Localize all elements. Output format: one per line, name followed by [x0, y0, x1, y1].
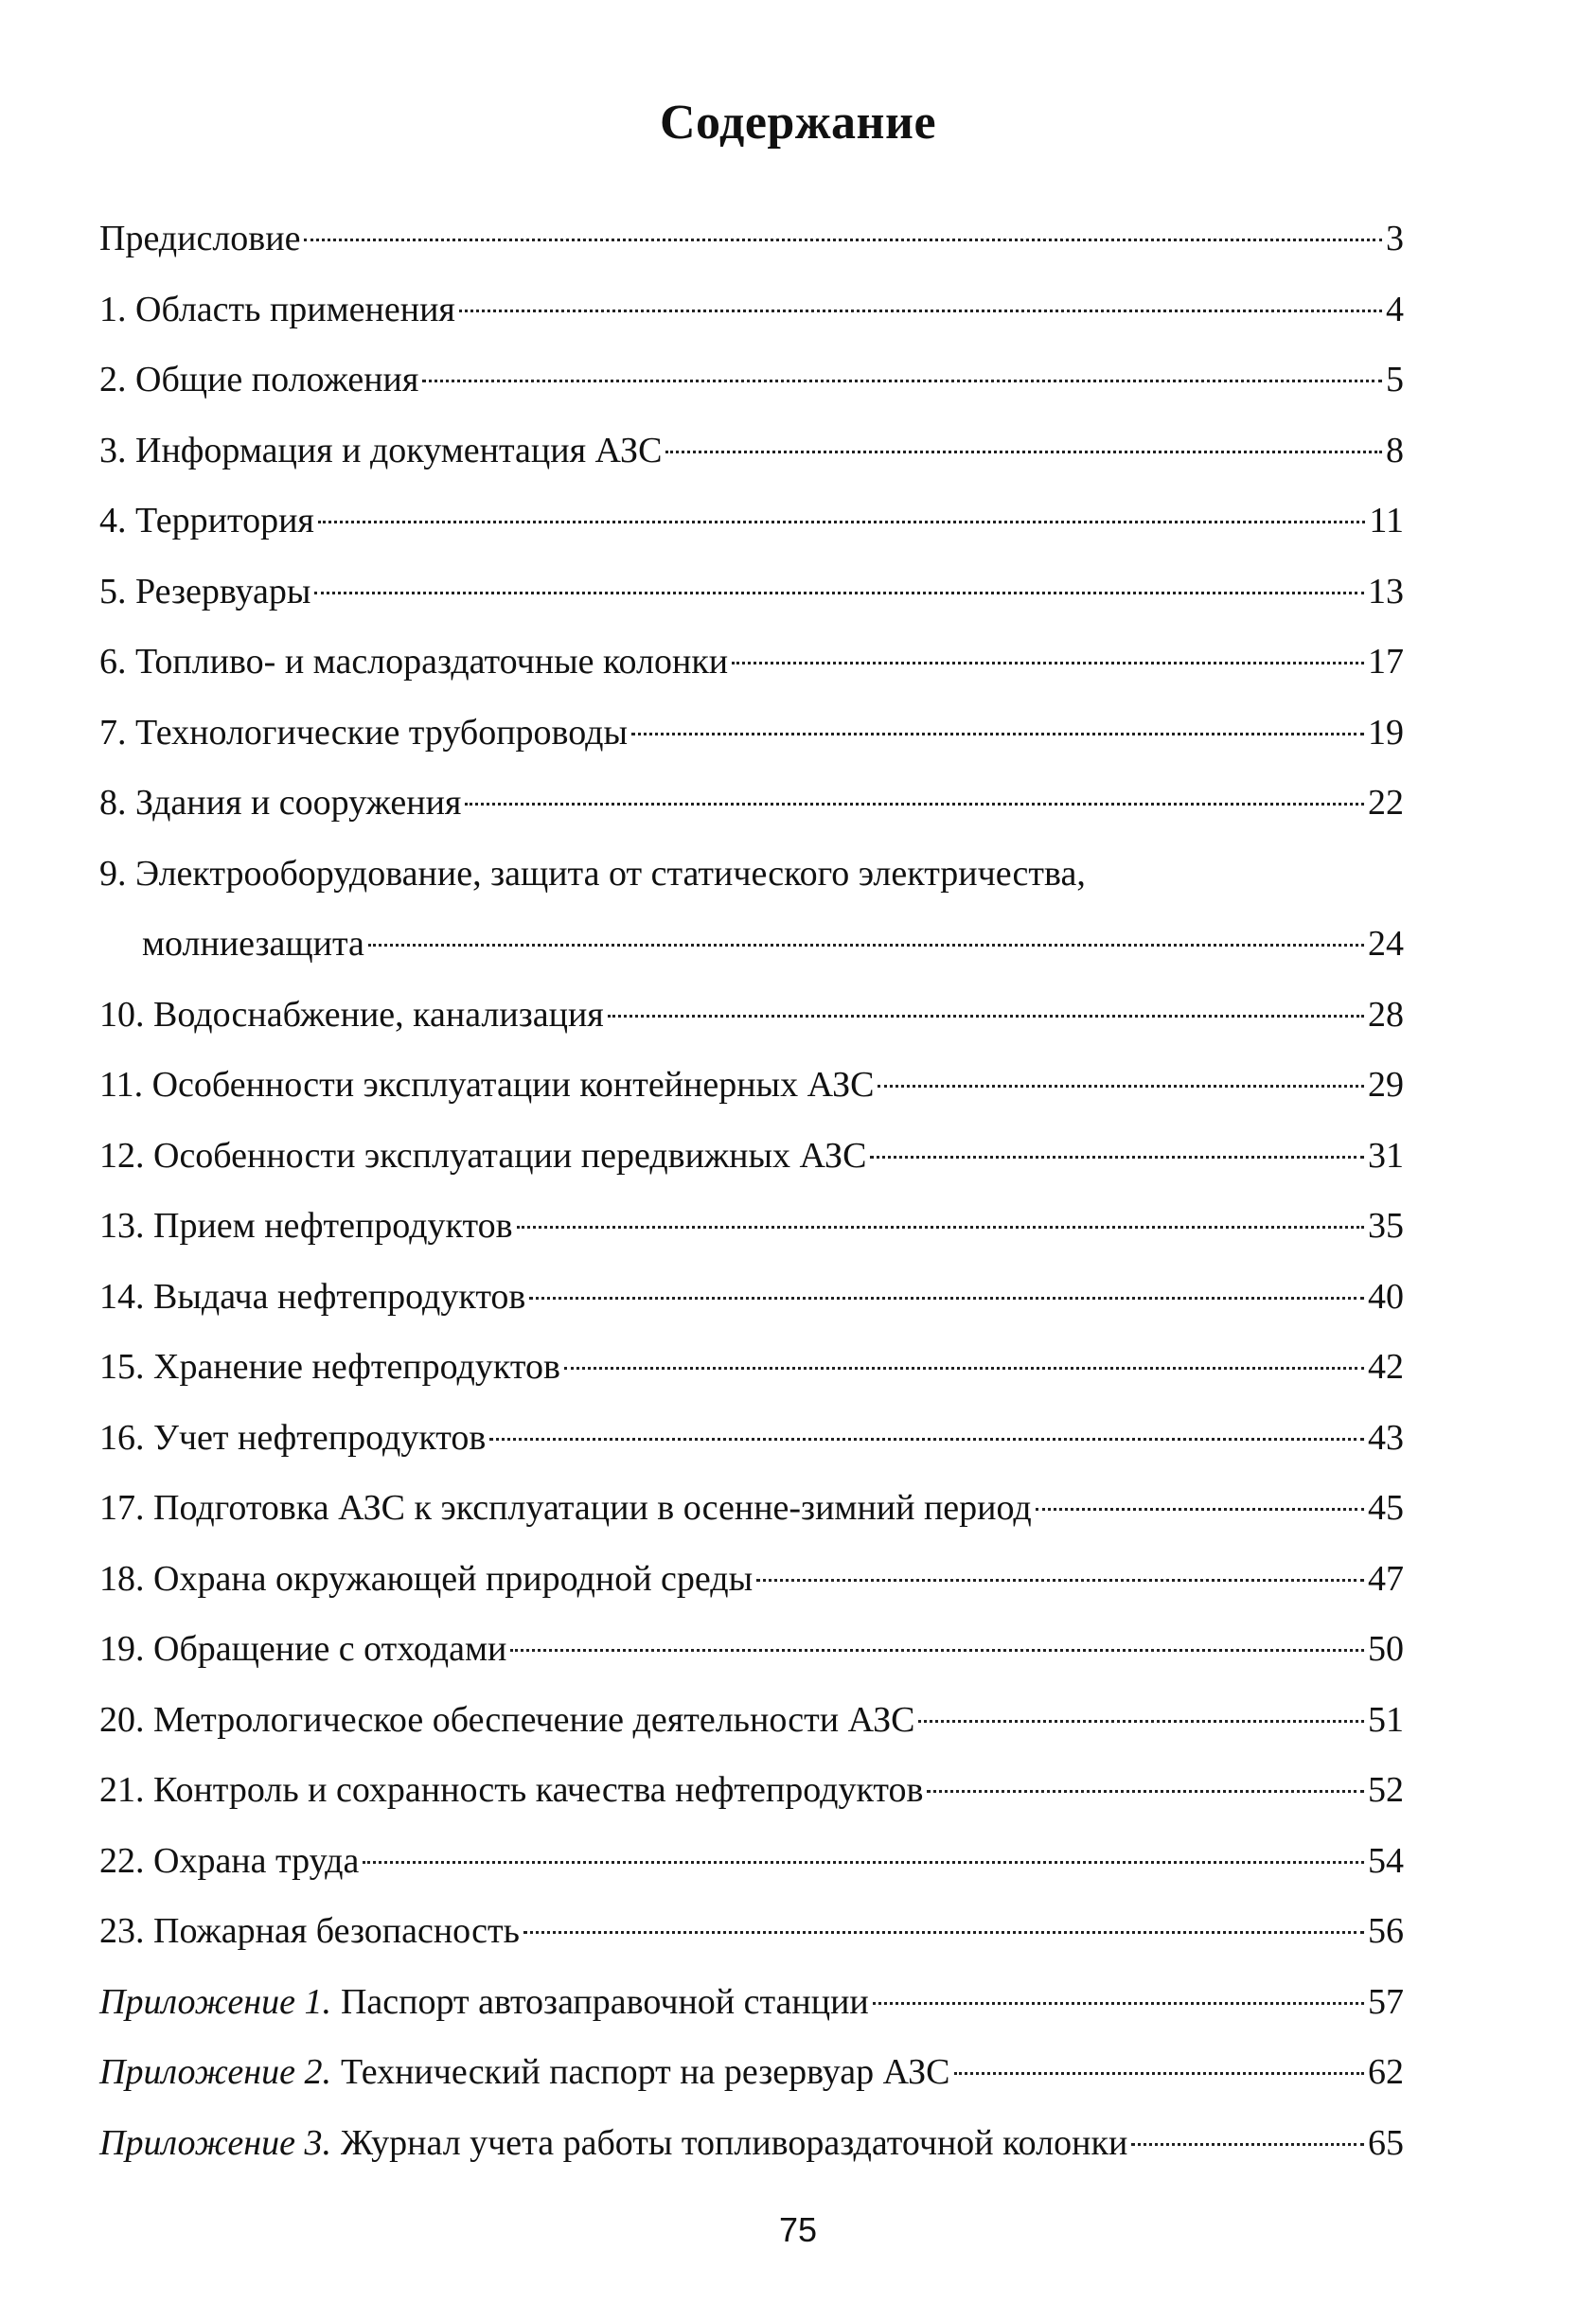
- toc-entry: [99, 204, 1404, 275]
- toc-entry: [99, 1050, 1404, 1121]
- toc-entry-page: 56: [1368, 1911, 1404, 1951]
- toc-entry: [99, 839, 1404, 980]
- toc-entry-page: 28: [1368, 994, 1404, 1035]
- toc-entry-page: 19: [1368, 712, 1404, 753]
- toc-entry-page: 35: [1368, 1206, 1404, 1246]
- toc-entry-page: 3: [1386, 219, 1404, 258]
- toc-entry: [99, 1755, 1404, 1826]
- dot-leader: [304, 239, 1382, 241]
- toc-entry-page: 17: [1368, 642, 1404, 682]
- toc-entry-page: 31: [1368, 1135, 1404, 1176]
- toc-entry-title: 4. Территория: [99, 501, 314, 540]
- toc-entry-page: 50: [1368, 1629, 1404, 1669]
- appendix-label: Приложение 3.: [99, 2122, 331, 2163]
- toc-entry: [99, 416, 1404, 487]
- toc-entry-title: 2. Общие положения: [99, 360, 419, 399]
- toc-entry-page: 62: [1368, 2052, 1404, 2092]
- toc-entry: [99, 557, 1404, 628]
- toc-entry-title: Паспорт автозаправочной станции: [340, 1981, 869, 2022]
- dot-leader: [1131, 2143, 1364, 2146]
- toc-entry-title: Предисловие: [99, 219, 301, 258]
- appendix-label: Приложение 2.: [99, 2052, 331, 2092]
- toc-entry-page: 65: [1368, 2122, 1404, 2163]
- toc-entry: [99, 698, 1404, 769]
- dot-leader: [608, 1015, 1364, 1018]
- toc-entry: [99, 1614, 1404, 1685]
- dot-leader: [927, 1790, 1364, 1793]
- toc-entry-page: 13: [1368, 571, 1404, 611]
- toc-entry: [99, 1685, 1404, 1756]
- dot-leader: [954, 2072, 1364, 2075]
- toc-entry-page: 22: [1368, 783, 1404, 823]
- dot-leader: [368, 944, 1364, 947]
- toc-entry: [99, 1262, 1404, 1333]
- toc-entry-page: 4: [1386, 289, 1404, 329]
- toc-entry: [99, 345, 1404, 416]
- toc-entry-page: 42: [1368, 1347, 1404, 1387]
- dot-leader: [465, 803, 1364, 806]
- toc-entry-title: 13. Прием нефтепродуктов: [99, 1206, 513, 1246]
- toc-entry: [99, 1826, 1404, 1897]
- toc-entry-title: 23. Пожарная безопасность: [99, 1911, 520, 1951]
- toc-entry-page: 40: [1368, 1276, 1404, 1317]
- toc-entry-title: 18. Охрана окружающей природной среды: [99, 1558, 754, 1599]
- toc-entry: [99, 1473, 1404, 1544]
- dot-leader: [878, 1085, 1364, 1088]
- toc-entry-title: Технический паспорт на резервуар АЗС: [340, 2052, 950, 2092]
- dot-leader: [529, 1297, 1364, 1300]
- toc-entry-title: 10. Водоснабжение, канализация: [99, 994, 604, 1035]
- toc-entry-title-line1: 9. Электрооборудование, защита от статического электричества,: [99, 853, 1086, 894]
- toc-entry: [99, 486, 1404, 557]
- dot-leader: [489, 1438, 1364, 1441]
- toc-entry-page: 43: [1368, 1417, 1404, 1458]
- toc-entry-page: 5: [1386, 360, 1404, 399]
- dot-leader: [870, 1156, 1364, 1159]
- toc-entry-page: 57: [1368, 1981, 1404, 2022]
- toc-entry-title: 14. Выдача нефтепродуктов: [99, 1276, 526, 1317]
- toc-entry-page: 45: [1368, 1488, 1404, 1528]
- dot-leader: [631, 733, 1364, 735]
- toc-entry: [99, 627, 1404, 698]
- toc-entry-title: 11. Особенности эксплуатации контейнерных АЗС: [99, 1065, 875, 1105]
- toc-entry-title-line2: молниезащита: [142, 924, 364, 964]
- toc-entry-title: Журнал учета работы топливораздаточной колонки: [340, 2122, 1128, 2163]
- toc-entry: [99, 1121, 1404, 1192]
- toc-entry-page: 51: [1368, 1699, 1404, 1740]
- dot-leader: [665, 451, 1382, 453]
- toc-entry-page: 47: [1368, 1558, 1404, 1599]
- dot-leader: [459, 310, 1382, 312]
- toc-entry-title: 7. Технологические трубопроводы: [99, 712, 628, 753]
- toc-entry-title: 21. Контроль и сохранность качества нефтепродуктов: [99, 1770, 924, 1810]
- dot-leader: [314, 592, 1364, 594]
- toc-entry-title: 20. Метрологическое обеспечение деятельности АЗС: [99, 1699, 915, 1740]
- toc-entry-title: 19. Обращение с отходами: [99, 1629, 507, 1669]
- toc-entry-appendix: [99, 2108, 1404, 2179]
- dot-leader: [523, 1931, 1364, 1934]
- toc-entry-page: 8: [1386, 430, 1404, 470]
- dot-leader: [732, 662, 1364, 664]
- toc-entry-page: 29: [1368, 1065, 1404, 1105]
- dot-leader: [564, 1367, 1364, 1370]
- toc-entry: [99, 1332, 1404, 1403]
- toc-entry: [99, 1896, 1404, 1967]
- toc-entry-title: 15. Хранение нефтепродуктов: [99, 1347, 560, 1387]
- table-of-contents: [99, 204, 1404, 2178]
- dot-leader: [422, 380, 1382, 382]
- toc-entry-title: 16. Учет нефтепродуктов: [99, 1417, 487, 1458]
- toc-entry: [99, 275, 1404, 345]
- toc-entry: [99, 1544, 1404, 1615]
- dot-leader: [318, 521, 1366, 523]
- dot-leader: [1036, 1508, 1364, 1511]
- dot-leader: [756, 1579, 1364, 1582]
- toc-entry: [99, 1403, 1404, 1474]
- toc-entry-title: 3. Информация и документация АЗС: [99, 430, 663, 470]
- toc-entry-title: 5. Резервуары: [99, 571, 311, 611]
- dot-leader: [517, 1226, 1364, 1229]
- dot-leader: [363, 1861, 1364, 1864]
- toc-entry-title: 1. Область применения: [99, 289, 455, 329]
- toc-entry-title: 12. Особенности эксплуатации передвижных АЗС: [99, 1135, 867, 1176]
- page-title: Содержание: [659, 96, 937, 150]
- toc-entry-title: 8. Здания и сооружения: [99, 783, 462, 823]
- toc-entry-page: 11: [1369, 501, 1404, 540]
- toc-entry-page: 54: [1368, 1840, 1404, 1881]
- toc-entry-appendix: [99, 1967, 1404, 2038]
- dot-leader: [873, 2002, 1364, 2005]
- dot-leader: [510, 1649, 1364, 1652]
- toc-entry-page: 24: [1368, 924, 1404, 964]
- dot-leader: [918, 1720, 1364, 1723]
- page-number: 75: [778, 2210, 818, 2249]
- toc-entry: [99, 768, 1404, 839]
- toc-entry: [99, 980, 1404, 1051]
- toc-entry-title: 6. Топливо- и маслораздаточные колонки: [99, 642, 729, 682]
- toc-entry-title: 17. Подготовка АЗС к эксплуатации в осенне-зимний период: [99, 1488, 1032, 1528]
- toc-entry: [99, 1191, 1404, 1262]
- toc-entry-appendix: [99, 2037, 1404, 2108]
- toc-entry-page: 52: [1368, 1770, 1404, 1810]
- appendix-label: Приложение 1.: [99, 1981, 331, 2022]
- toc-entry-title: 22. Охрана труда: [99, 1840, 360, 1881]
